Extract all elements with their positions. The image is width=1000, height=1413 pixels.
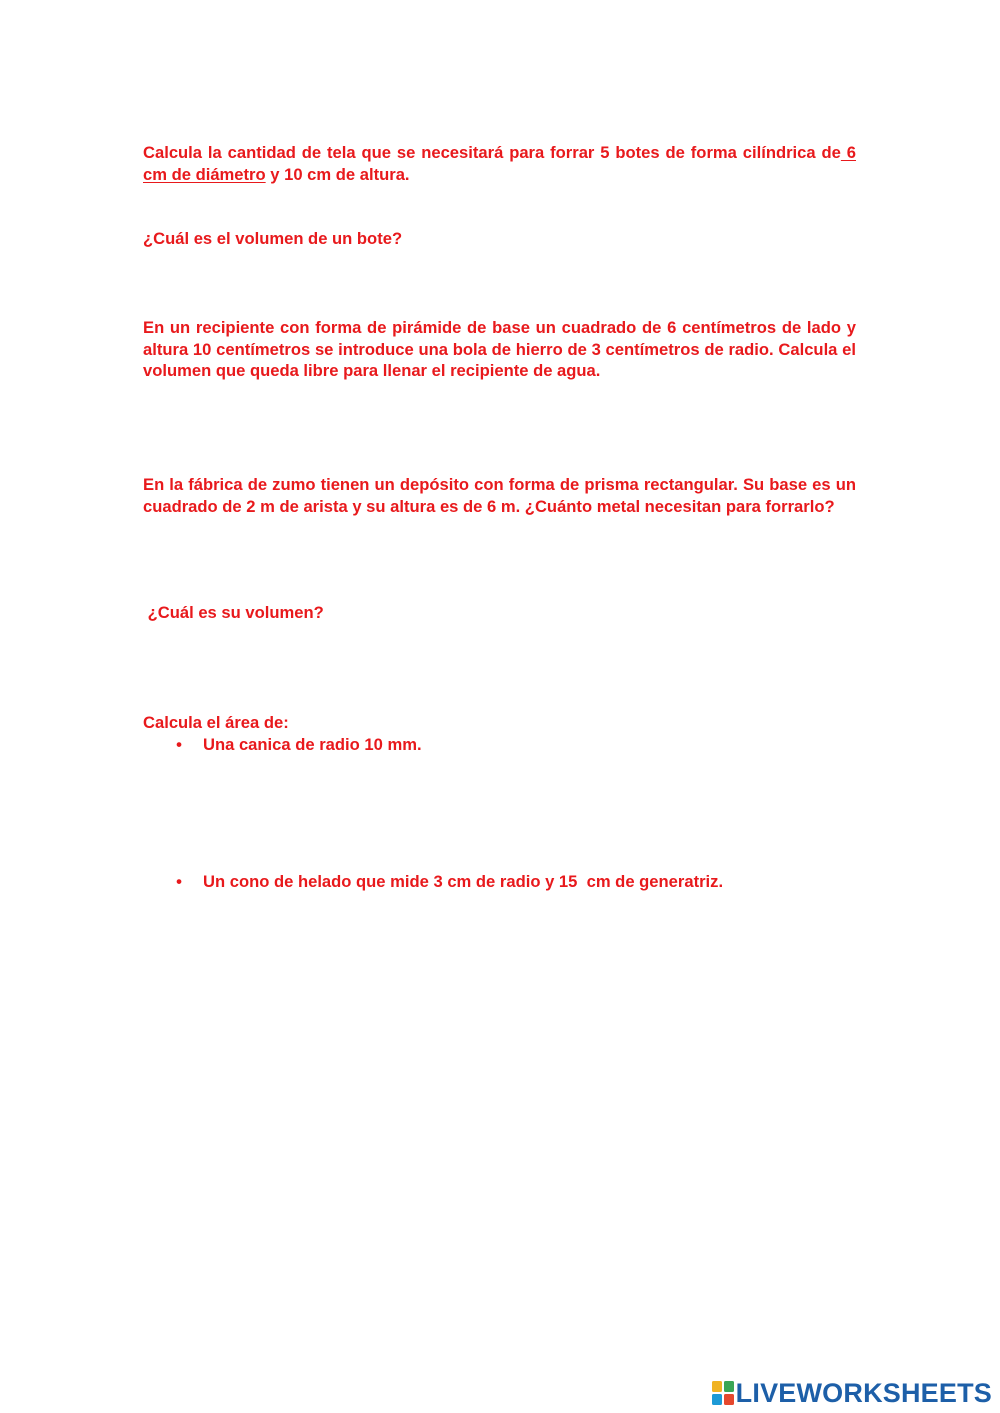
list-item bbox=[143, 734, 856, 756]
question-1-text: ¿Cuál es el volumen de un bote? bbox=[143, 229, 403, 248]
problem-4-intro: Calcula el área de: bbox=[143, 713, 289, 732]
problem-4-item-marble: Una canica de radio 10 mm. bbox=[203, 735, 422, 754]
problem-1-text bbox=[143, 142, 856, 185]
question-2-text: ¿Cuál es su volumen? bbox=[143, 603, 324, 622]
liveworksheets-logo bbox=[712, 1379, 992, 1407]
liveworksheets-logo-text: LIVEWORKSHEETS bbox=[735, 1377, 992, 1408]
problem-1-underlined-diameter: 6 cm de diámetro bbox=[143, 143, 856, 184]
problem-1-part-1: Calcula la cantidad de tela que se necesitará para forrar 5 botes de forma cilíndrica de bbox=[143, 143, 841, 162]
problem-3-text: En la fábrica de zumo tienen un depósito con forma de prisma rectangular. Su base es un cuadrado de 2 m de arista y su altura es de 6 m. ¿Cuánto metal necesitan para forrarlo? bbox=[143, 475, 856, 516]
bullet-icon: • bbox=[176, 872, 182, 891]
list-item bbox=[143, 871, 856, 893]
problem-2-text: En un recipiente con forma de pirámide de base un cuadrado de 6 centímetros de lado y altura 10 centímetros se introduce una bola de hierro de 3 centímetros de radio. Calcula el volumen que queda libre para llenar el recipiente de agua. bbox=[143, 318, 856, 380]
bullet-icon: • bbox=[176, 735, 182, 754]
problem-1-part-2: y 10 cm de altura. bbox=[265, 164, 410, 184]
liveworksheets-logo-icon bbox=[712, 1381, 734, 1405]
problem-4-item-cone: Un cono de helado que mide 3 cm de radio y 15 cm de generatriz. bbox=[203, 872, 724, 891]
